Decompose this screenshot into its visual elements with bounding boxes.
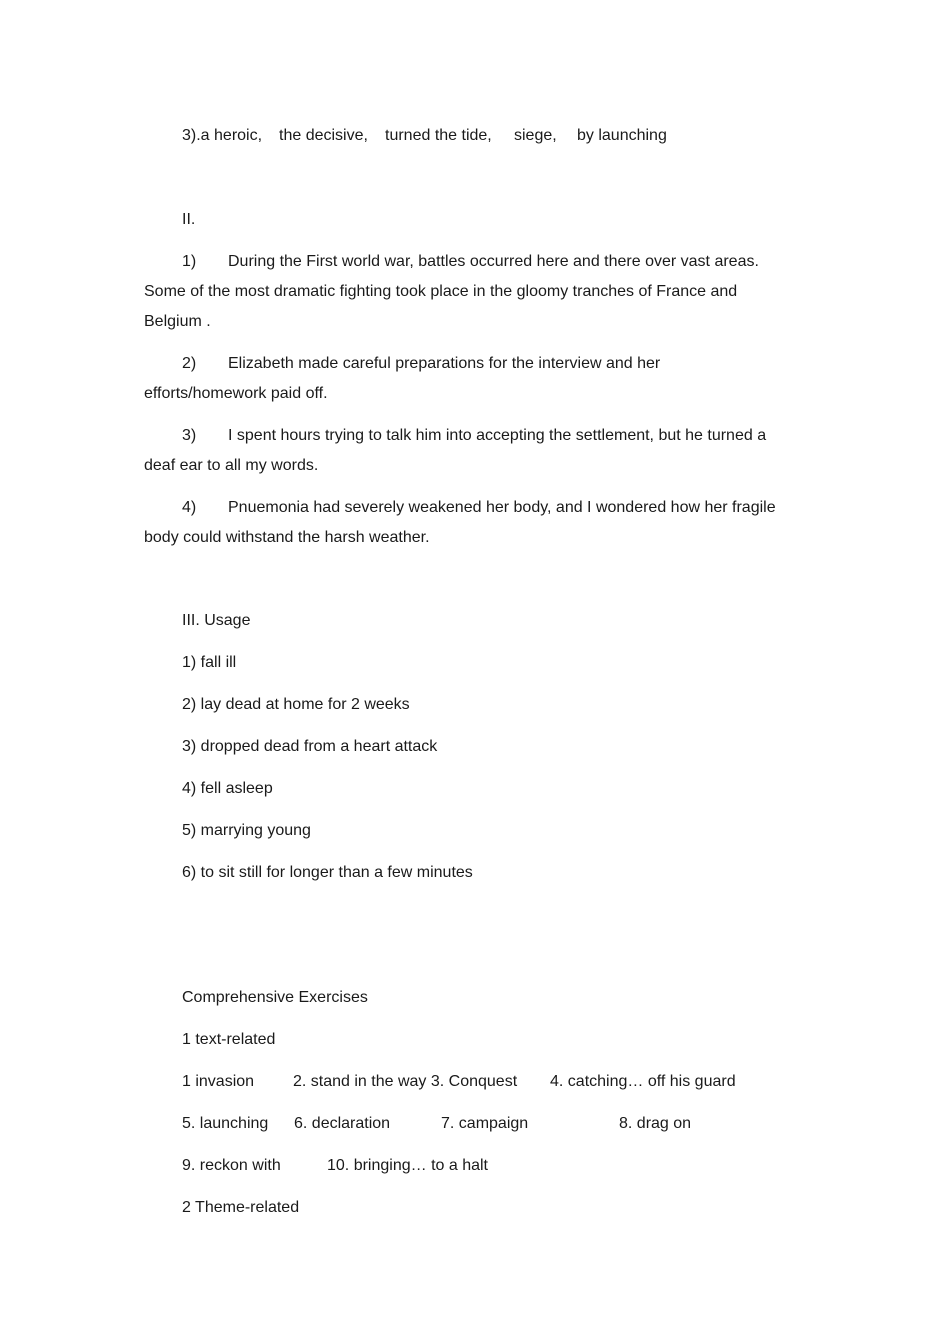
answer-text: 1 invasion — [182, 1073, 255, 1090]
item-text: Pnuemonia had severely weakened her body, and I wondered how her fragile — [228, 499, 776, 516]
answer-text: 5. launching — [182, 1115, 269, 1132]
item-number: 1) — [182, 253, 197, 270]
section-heading: Comprehensive Exercises — [182, 989, 368, 1006]
item-text: Elizabeth made careful preparations for the interview and her — [228, 355, 661, 372]
answer-text: 7. campaign — [441, 1115, 529, 1132]
item-number: 4) — [182, 499, 197, 516]
list-item: 4) fell asleep — [182, 780, 273, 797]
subsection-heading: 2 Theme-related — [182, 1199, 300, 1216]
item-number: 3) — [182, 427, 197, 444]
answer-text: 10. bringing… to a halt — [327, 1157, 488, 1174]
answer-text: by launching — [577, 127, 667, 144]
answer-text: the decisive, — [279, 127, 368, 144]
item-text: During the First world war, battles occurred here and there over vast areas. — [228, 253, 759, 270]
answer-text: 8. drag on — [619, 1115, 692, 1132]
list-item: 2) lay dead at home for 2 weeks — [182, 696, 410, 713]
list-item: 5) marrying young — [182, 822, 311, 839]
item-text: efforts/homework paid off. — [144, 385, 328, 402]
subsection-heading: 1 text-related — [182, 1031, 276, 1048]
item-text: body could withstand the harsh weather. — [144, 529, 430, 546]
item-text: Belgium . — [144, 313, 211, 330]
answer-text: 4. catching… off his guard — [550, 1073, 736, 1090]
list-item: 1) fall ill — [182, 654, 237, 671]
answer-text: 6. declaration — [294, 1115, 391, 1132]
item-text: Some of the most dramatic fighting took place in the gloomy tranches of France and — [144, 283, 738, 300]
section-heading: III. Usage — [182, 612, 251, 629]
list-item: 3) dropped dead from a heart attack — [182, 738, 438, 755]
answer-text: siege, — [514, 127, 557, 144]
answer-text: 9. reckon with — [182, 1157, 281, 1174]
item-text: deaf ear to all my words. — [144, 457, 319, 474]
answer-text: turned the tide, — [385, 127, 492, 144]
section-heading: II. — [182, 211, 196, 228]
answer-text: 2. stand in the way 3. Conquest — [293, 1073, 518, 1090]
item-number: 2) — [182, 355, 197, 372]
item-text: I spent hours trying to talk him into accepting the settlement, but he turned a — [228, 427, 767, 444]
answer-text: 3).a heroic, — [182, 127, 263, 144]
list-item: 6) to sit still for longer than a few minutes — [182, 864, 473, 881]
